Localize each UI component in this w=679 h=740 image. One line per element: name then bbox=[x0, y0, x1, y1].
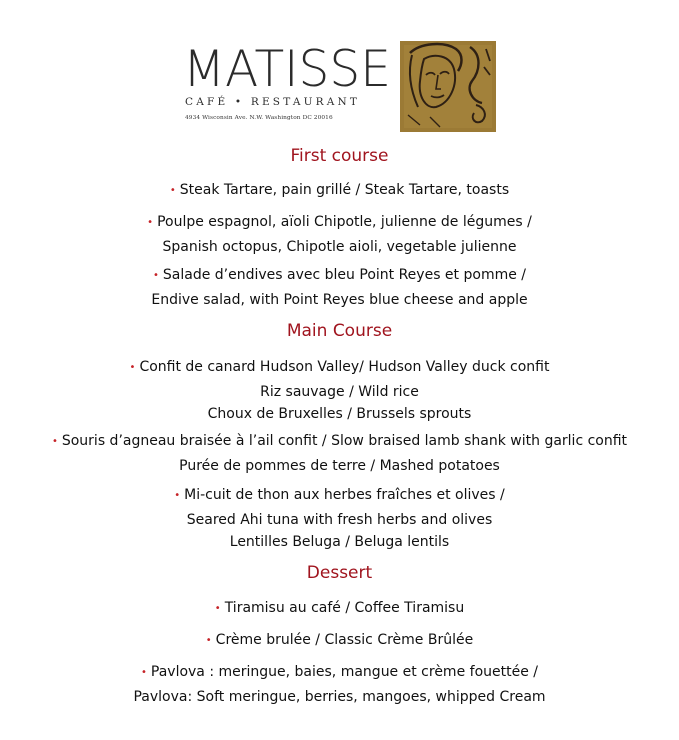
menu-item bbox=[0, 356, 679, 426]
menu-item bbox=[0, 264, 679, 311]
menu-item bbox=[0, 430, 679, 477]
menu-item bbox=[0, 661, 679, 708]
bullet-icon: • bbox=[147, 216, 154, 228]
bullet-icon: • bbox=[169, 184, 176, 196]
bullet-icon: • bbox=[174, 489, 181, 501]
menu-item bbox=[0, 211, 679, 258]
logo-address: 4934 Wisconsin Ave. N.W. Washington DC 20016 bbox=[185, 115, 333, 121]
menu-item bbox=[0, 597, 679, 622]
menu-item bbox=[0, 629, 679, 654]
menu-item-line: Souris d’agneau braisée à l’ail confit / Slow braised lamb shank with garlic confit bbox=[61, 433, 628, 449]
menu-item bbox=[0, 179, 679, 204]
menu-item-line: Tiramisu au café / Coffee Tiramisu bbox=[224, 600, 465, 616]
bullet-icon: • bbox=[214, 602, 221, 614]
menu-item-line: Crème brulée / Classic Crème Brûlée bbox=[215, 632, 474, 648]
face-artwork-icon bbox=[400, 41, 496, 132]
section-title-main-course: Main Course bbox=[286, 321, 393, 341]
menu-item-line: Spanish octopus, Chipotle aioli, vegetable julienne bbox=[162, 238, 517, 255]
logo-name: MATISSE bbox=[183, 40, 391, 94]
restaurant-logo bbox=[183, 38, 495, 134]
menu-item-line: Steak Tartare, pain grillé / Steak Tartare, toasts bbox=[179, 182, 510, 198]
bullet-icon: • bbox=[51, 435, 58, 447]
menu-item-line: Purée de pommes de terre / Mashed potatoes bbox=[179, 457, 500, 474]
logo-subtitle: CAFÉ • RESTAURANT bbox=[185, 96, 361, 108]
logo-wordmark bbox=[183, 38, 393, 94]
section-title-dessert: Dessert bbox=[306, 563, 373, 583]
bullet-icon: • bbox=[129, 361, 136, 373]
menu-item-line: Lentilles Beluga / Beluga lentils bbox=[229, 534, 450, 550]
menu-item-line: Riz sauvage / Wild rice bbox=[260, 383, 419, 400]
menu-item-line: Choux de Bruxelles / Brussels sprouts bbox=[207, 406, 472, 422]
section-title-first-course: First course bbox=[290, 146, 389, 166]
menu-item-line: Poulpe espagnol, aïoli Chipotle, julienne de légumes / bbox=[157, 214, 532, 230]
menu-item-line: Salade d’endives avec bleu Point Reyes et pomme / bbox=[162, 267, 526, 283]
bullet-icon: • bbox=[153, 269, 159, 281]
bullet-icon: • bbox=[205, 634, 212, 646]
menu-item-line: Confit de canard Hudson Valley/ Hudson Valley duck confit bbox=[139, 359, 550, 375]
bullet-icon: • bbox=[140, 666, 147, 678]
menu-item-line: Endive salad, with Point Reyes blue cheese and apple bbox=[151, 291, 528, 308]
menu-item bbox=[0, 484, 679, 554]
menu-item-line: Seared Ahi tuna with fresh herbs and olives bbox=[186, 511, 493, 528]
menu-item-line: Pavlova : meringue, baies, mangue et crème fouettée / bbox=[150, 664, 538, 680]
menu-item-line: Mi-cuit de thon aux herbes fraîches et olives / bbox=[184, 487, 505, 503]
menu-item-line: Pavlova: Soft meringue, berries, mangoes, whipped Cream bbox=[133, 688, 546, 705]
